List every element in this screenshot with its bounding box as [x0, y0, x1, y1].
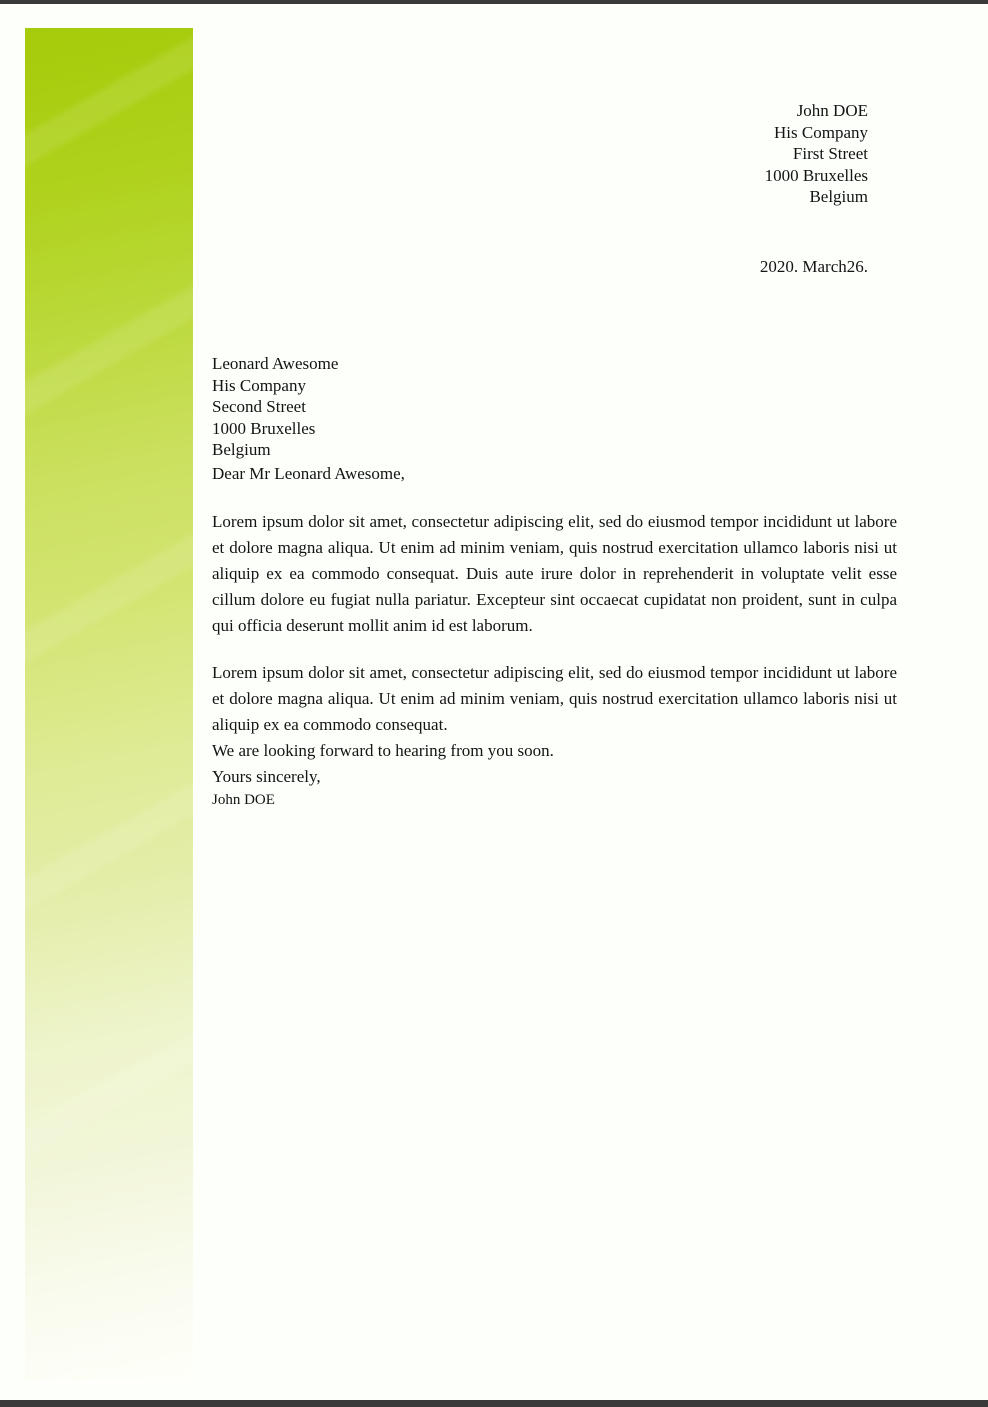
valediction: Yours sincerely,	[212, 766, 321, 786]
sender-city: 1000 Bruxelles	[764, 165, 868, 185]
recipient-address	[212, 353, 897, 461]
recipient-company: His Company	[212, 375, 306, 395]
bottom-frame-bar	[0, 1400, 988, 1407]
salutation: Dear Mr Leonard Awesome,	[212, 463, 405, 483]
letter-content	[212, 0, 897, 811]
recipient-country: Belgium	[212, 440, 271, 459]
sender-company: His Company	[774, 122, 868, 142]
accent-sidebar	[25, 28, 193, 1380]
recipient-name: Leonard Awesome	[212, 354, 339, 373]
letter-date: 2020. March26.	[759, 256, 868, 276]
recipient-street: Second Street	[212, 397, 306, 416]
body-paragraph-1: Lorem ipsum dolor sit amet, consectetur adipiscing elit, sed do eiusmod tempor incididunt ut labore et dolore magna aliqua. Ut enim ad minim veniam, quis nostrud exercitation ullamco laboris nisi ut aliquip ex ea commodo consequat. Duis aute irure dolor in reprehenderit in voluptate velit esse cillum dolore eu fugiat nulla pariatur. Excepteur sint occaecat cupidatat non proident, sunt in culpa qui officia deserunt mollit anim id est laborum.	[212, 511, 897, 635]
sender-name: John DOE	[796, 101, 868, 120]
sender-street: First Street	[792, 144, 868, 163]
signature-name: John DOE	[212, 791, 275, 808]
recipient-city: 1000 Bruxelles	[212, 418, 316, 438]
sender-country: Belgium	[809, 187, 868, 206]
body-paragraph-2: Lorem ipsum dolor sit amet, consectetur adipiscing elit, sed do eiusmod tempor incididunt ut labore et dolore magna aliqua. Ut enim ad minim veniam, quis nostrud exercitation ullamco laboris nisi ut aliquip ex ea commodo consequat.	[212, 662, 897, 734]
sender-address	[212, 100, 897, 208]
closing-line: We are looking forward to hearing from you soon.	[212, 740, 554, 760]
